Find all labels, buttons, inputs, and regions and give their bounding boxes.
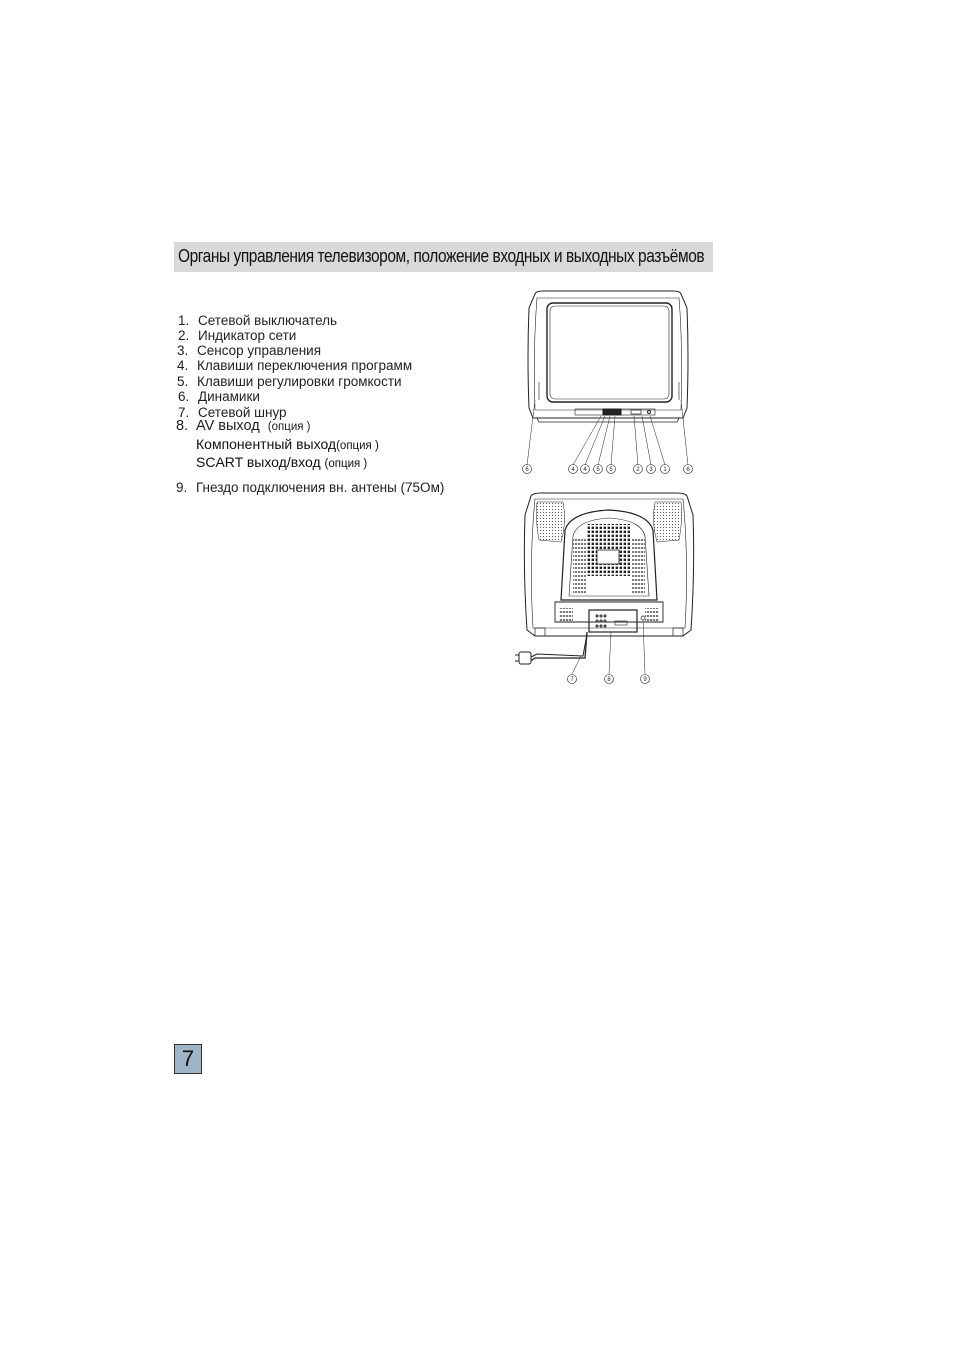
item-label: Клавиши переключения программ [197, 358, 413, 373]
item-number: 3. [177, 343, 189, 358]
list-item [178, 328, 296, 343]
list-subitem [196, 436, 379, 452]
subitem-label: SCART выход/вход [196, 454, 321, 470]
item-label: Индикатор сети [198, 328, 297, 343]
callout-label: 3 [649, 467, 653, 473]
list-item [178, 389, 260, 404]
callout-label: 8 [607, 677, 611, 683]
callout-label: 1 [663, 467, 667, 473]
tv-front-diagram [515, 288, 700, 478]
item-label: Клавиши регулировки громкости [197, 374, 402, 389]
list-item [178, 313, 337, 328]
item-label: Динамики [198, 389, 260, 404]
item-number: 6. [178, 389, 190, 404]
subitem-option: (опция ) [336, 440, 379, 452]
item-label: Гнездо подключения вн. антены (75Ом) [196, 480, 445, 495]
callout-label: 7 [570, 677, 574, 683]
section-header [174, 242, 713, 272]
item-number: 9. [176, 480, 188, 495]
section-title: Органы управления телевизором, положение входных и выходных разъёмов [178, 246, 705, 266]
list-item [177, 374, 402, 389]
subitem-label: Компонентный выход [196, 436, 337, 452]
subitem-option: (опция ) [324, 458, 368, 470]
item-number: 8. [176, 418, 189, 434]
item-number: 5. [177, 374, 189, 389]
list-item [177, 358, 412, 373]
item-number: 7. [178, 405, 190, 420]
item-number: 1. [178, 313, 190, 328]
callout-label: 4 [571, 467, 575, 473]
item-option: (опция ) [267, 421, 311, 433]
callout-label: 5 [609, 467, 613, 473]
callout-label: 6 [525, 467, 529, 473]
page-number: 7 [174, 1044, 202, 1074]
list-item [176, 419, 311, 435]
list-subitem [196, 454, 367, 470]
callout-label: 2 [636, 467, 640, 473]
item-number: 2. [178, 328, 190, 343]
list-item [176, 480, 444, 495]
item-number: 4. [177, 358, 189, 373]
tv-rear-diagram [515, 490, 700, 690]
callout-label: 6 [686, 467, 690, 473]
callout-label: 4 [583, 467, 587, 473]
list-item [177, 343, 321, 358]
item-label: Сетевой выключатель [198, 313, 338, 328]
callout-label: 9 [643, 677, 647, 683]
item-label: AV выход [196, 418, 260, 434]
callout-label: 5 [596, 467, 600, 473]
item-label: Сенсор управления [197, 343, 322, 358]
item-label: Сетевой шнур [198, 405, 287, 420]
